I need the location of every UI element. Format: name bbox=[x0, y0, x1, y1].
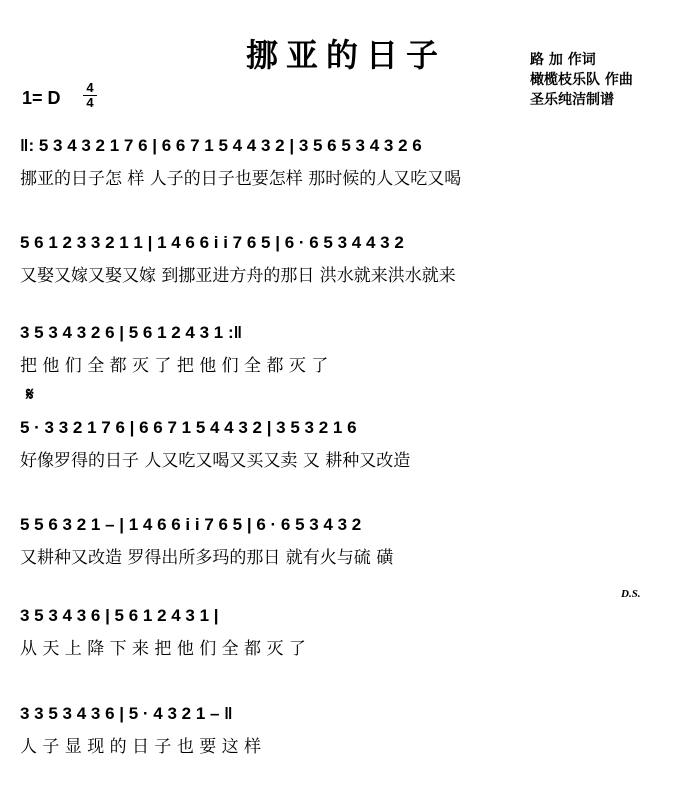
lyrics-line-3 bbox=[20, 351, 672, 381]
notes-line-5: 5 5 6 3 2 1 – | 1 4 6 6 i i 7 6 5 | 6 · 6 5 3 4 3 2 bbox=[20, 515, 362, 534]
lyrics-line-7 bbox=[20, 732, 672, 762]
time-signature-bottom: 4 bbox=[86, 95, 94, 110]
lyrics-line-4 bbox=[20, 446, 672, 476]
lyrics-line-1 bbox=[20, 164, 672, 194]
notes-line-7: 3 3 5 3 4 3 6 | 5 · 4 3 2 1 – ‖ bbox=[20, 704, 233, 723]
time-signature bbox=[83, 82, 97, 109]
lyric-text-5: 又耕种又改造 罗得出所多玛的那日 就有火与硫 磺 bbox=[20, 548, 394, 568]
notes-line-3: 3 5 3 4 3 2 6 | 5 6 1 2 4 3 1 :‖ bbox=[20, 323, 243, 342]
notes-line-6: 3 5 3 4 3 6 | 5 6 1 2 4 3 1 | bbox=[20, 606, 219, 625]
notes-line-1: ‖: 5 3 4 3 2 1 7 6 | 6 6 7 1 5 4 4 3 2 | 3 5 6 5 3 4 3 2 6 bbox=[20, 136, 422, 155]
lyric-text-6: 从 天 上 降 下 来 把 他 们 全 都 灭 了 bbox=[20, 639, 306, 659]
lyrics-line-6 bbox=[20, 634, 672, 664]
lyric-text-2: 又娶又嫁又娶又嫁 到挪亚进方舟的那日 洪水就来洪水就来 bbox=[20, 266, 456, 286]
lyric-text-1: 挪亚的日子怎 样 人子的日子也要怎样 那时候的人又吃又喝 bbox=[20, 169, 462, 189]
credits bbox=[530, 50, 680, 110]
time-signature-top: 4 bbox=[86, 80, 94, 95]
lyric-text-4: 好像罗得的日子 人又吃又喝又买又卖 又 耕种又改造 bbox=[20, 451, 411, 471]
lyrics-line-5 bbox=[20, 543, 672, 573]
key-signature: 1= D bbox=[22, 88, 61, 108]
notes-line-4: 5 · 3 3 2 1 7 6 | 6 6 7 1 5 4 4 3 2 | 3 5 3 2 1 6 bbox=[20, 418, 357, 437]
dal-segno-mark: D.S. bbox=[621, 588, 641, 600]
lyrics-line-2 bbox=[20, 261, 672, 291]
notes-line-2: 5 6 1 2 3 3 2 1 1 | 1 4 6 6 i i 7 6 5 | 6 · 6 5 3 4 4 3 2 bbox=[20, 233, 404, 252]
composer-credit: 橄榄枝乐队 作曲 bbox=[530, 72, 633, 88]
song-title: 挪亚的日子 bbox=[245, 36, 446, 74]
lyric-text-3: 把 他 们 全 都 灭 了 把 他 们 全 都 灭 了 bbox=[20, 356, 329, 376]
segno-icon: 𝄋 bbox=[26, 384, 34, 405]
arranger-credit: 圣乐纯洁制谱 bbox=[530, 92, 614, 108]
lyric-text-7: 人 子 显 现 的 日 子 也 要 这 样 bbox=[20, 737, 262, 757]
lyricist-credit: 路 加 作词 bbox=[530, 52, 596, 68]
